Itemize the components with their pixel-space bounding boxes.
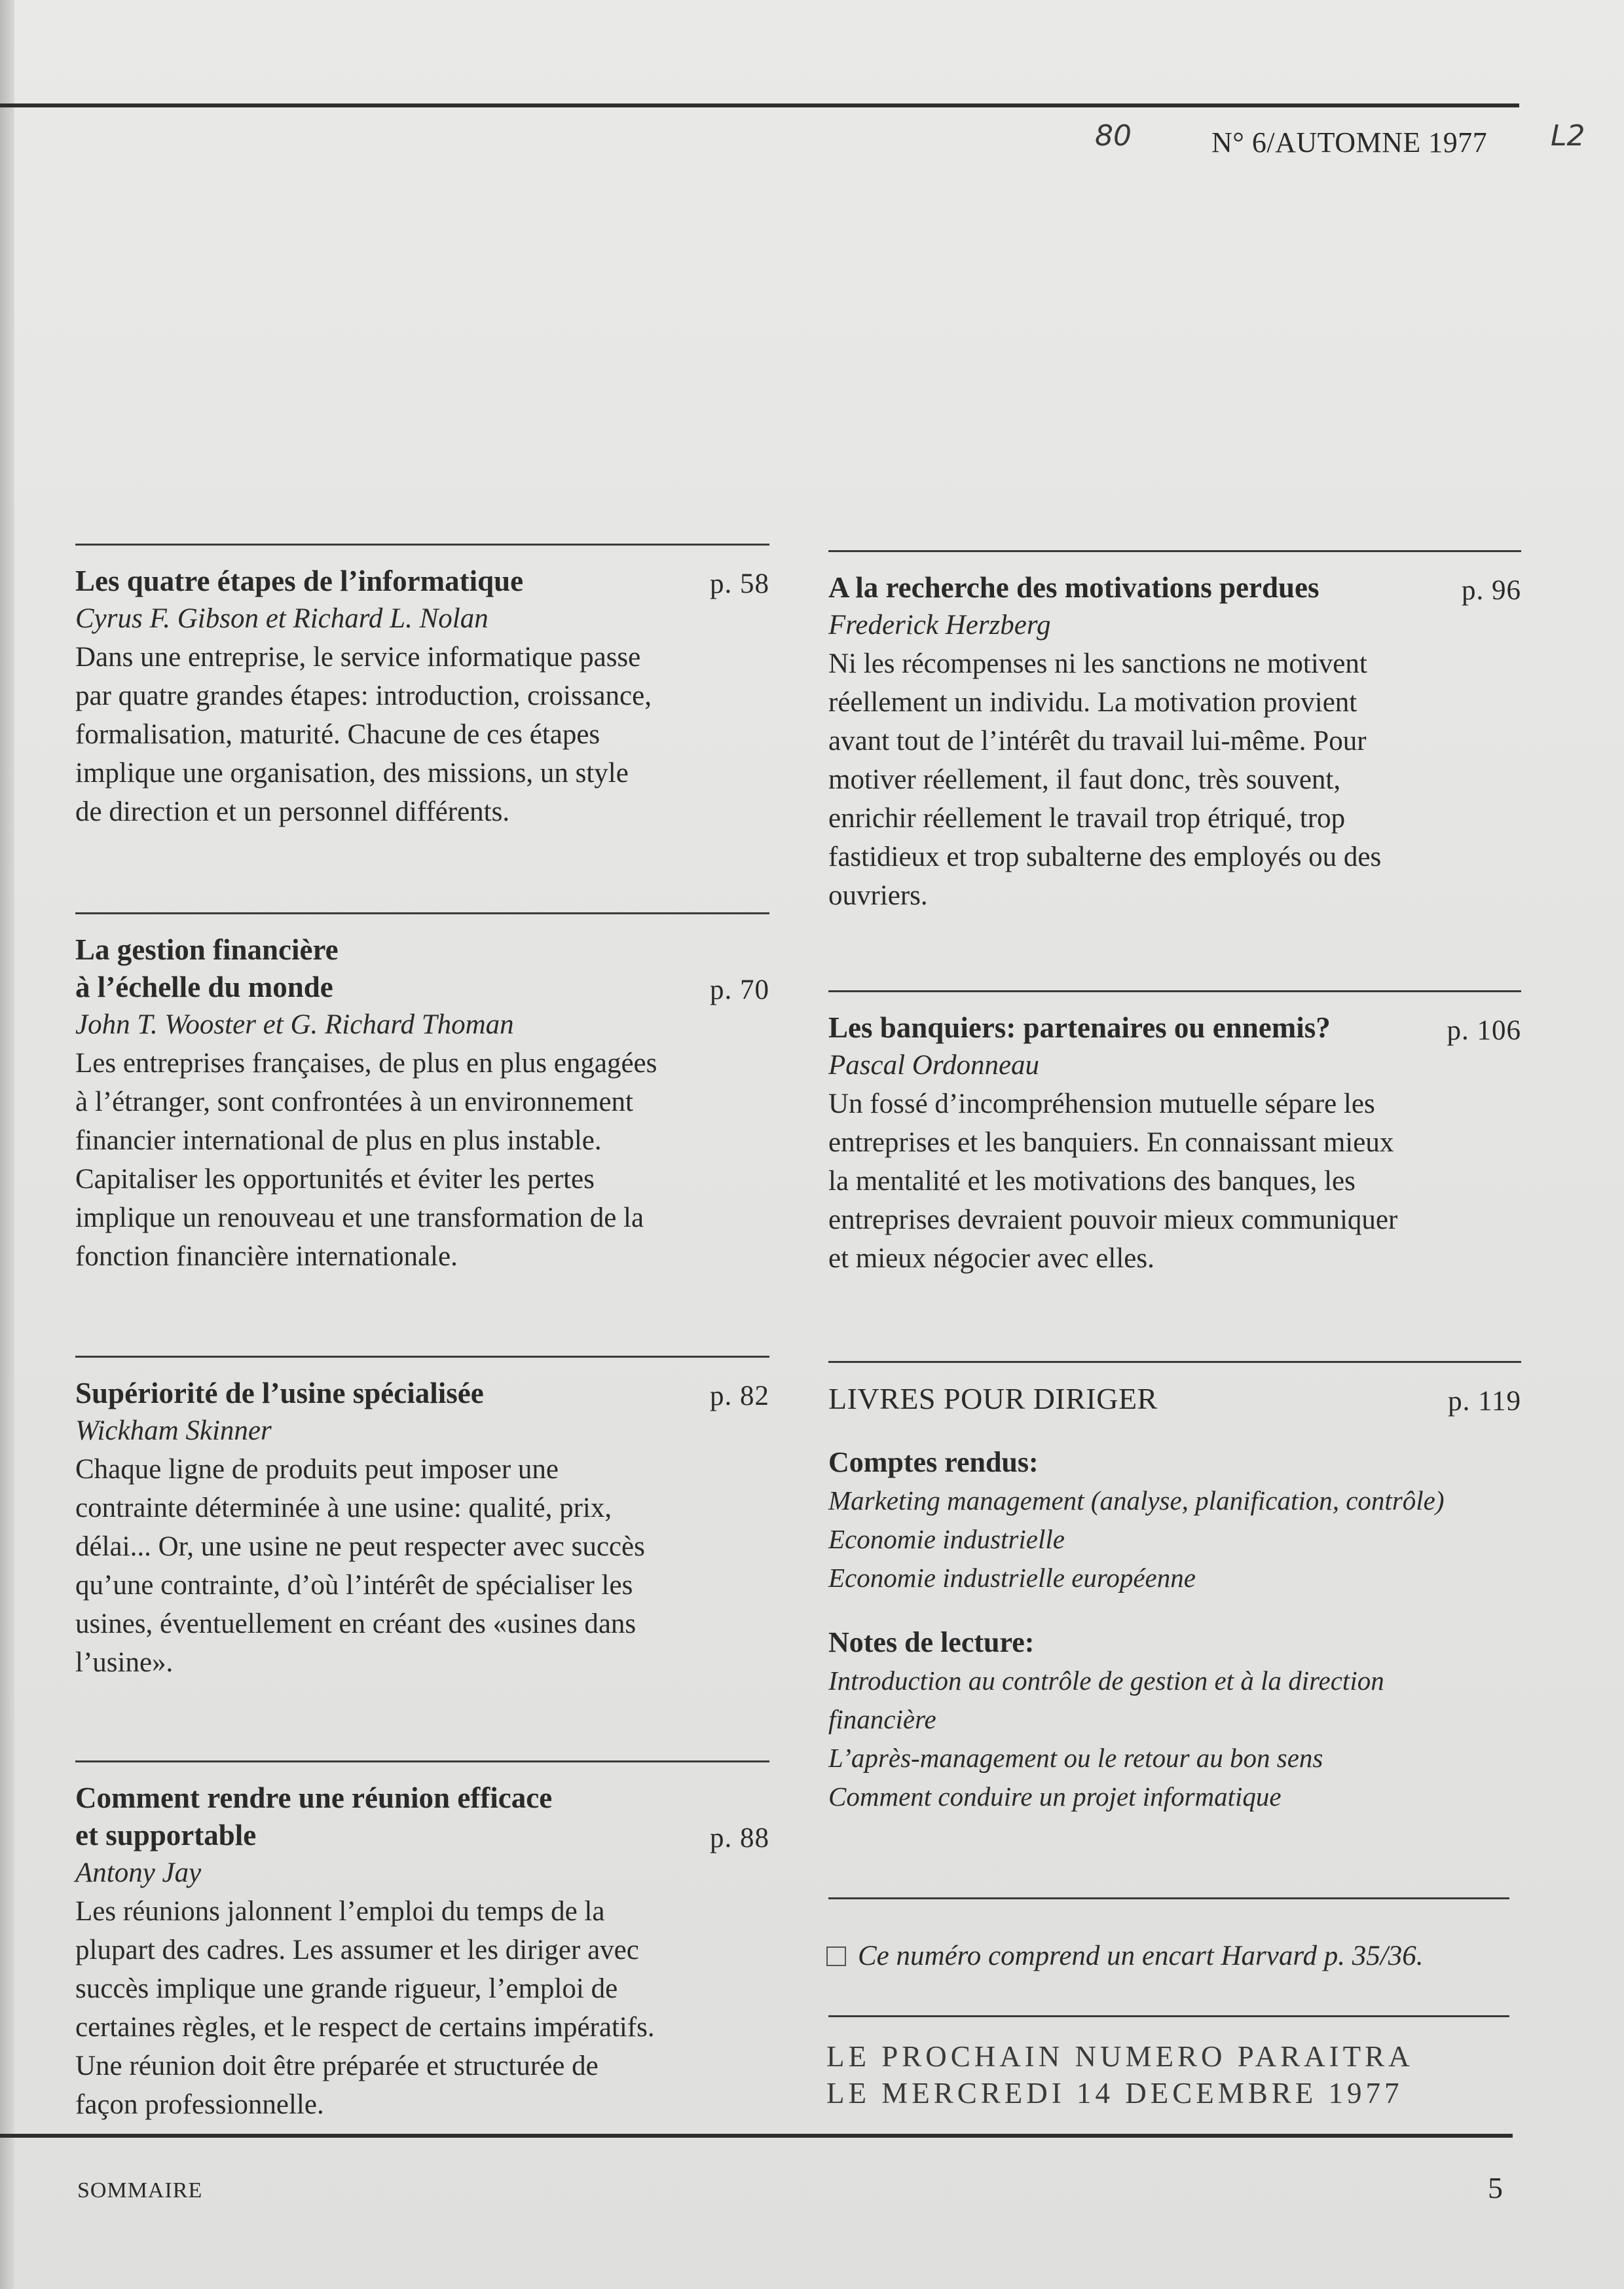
book-title[interactable]: Comment conduire un projet informatique <box>828 1781 1282 1812</box>
article-title-line: à l’échelle du monde <box>75 971 333 1003</box>
description-line: qu’une contrainte, d’où l’intérêt de spécialiser les <box>75 1570 633 1601</box>
description-line: fonction financière internationale. <box>75 1241 458 1272</box>
article-title-row <box>75 1779 769 1854</box>
article-title-line: Les banquiers: partenaires ou ennemis? <box>828 1011 1331 1044</box>
article-description <box>75 1044 769 1276</box>
book-title[interactable]: Economie industrielle <box>828 1524 1065 1554</box>
description-line: Un fossé d’incompréhension mutuelle sépare les <box>828 1089 1375 1119</box>
article-title-line: A la recherche des motivations perdues <box>828 571 1320 604</box>
page-reference[interactable]: p. 96 <box>1462 575 1521 606</box>
description-line: façon professionnelle. <box>75 2089 324 2120</box>
article-title-row <box>75 931 769 1006</box>
section-rule <box>75 544 769 546</box>
page-reference[interactable]: p. 119 <box>1448 1386 1521 1417</box>
description-line: et mieux négocier avec elles. <box>828 1243 1154 1274</box>
description-line: de direction et un personnel différents. <box>75 796 510 827</box>
article-entry <box>75 544 769 831</box>
description-line: succès implique une grande rigueur, l’emploi de <box>75 1973 618 2004</box>
description-line: entreprises et les banquiers. En connaissant mieux <box>828 1127 1394 1158</box>
article-description <box>828 1085 1521 1278</box>
article-title[interactable] <box>828 1009 1423 1047</box>
section-rule <box>75 1356 769 1358</box>
article-title-row <box>828 569 1521 606</box>
description-line: Capitaliser les opportunités et éviter les pertes <box>75 1164 595 1195</box>
description-line: fastidieux et trop subalterne des employés ou des <box>828 842 1382 872</box>
description-line: implique un renouveau et une transformation de la <box>75 1202 644 1233</box>
section-rule <box>828 990 1521 992</box>
description-line: contrainte déterminée à une usine: qualité, prix, <box>75 1493 612 1523</box>
description-line: la mentalité et les motivations des banques, les <box>828 1166 1356 1197</box>
section-rule <box>828 550 1521 552</box>
description-line: financier international de plus en plus instable. <box>75 1125 602 1156</box>
book-title[interactable]: Marketing management (analyse, planification, contrôle) <box>828 1485 1445 1516</box>
comptes-rendus-heading: Comptes rendus: <box>828 1446 1039 1478</box>
description-line: délai... Or, une usine ne peut respecter avec succès <box>75 1531 645 1562</box>
article-authors: Wickham Skinner <box>75 1415 272 1446</box>
article-title-row <box>75 563 769 600</box>
comptes-rendus-list <box>828 1481 1521 1597</box>
article-title-line: La gestion financière <box>75 933 339 966</box>
footer-section-label: SOMMAIRE <box>77 2178 203 2203</box>
checkbox-icon <box>826 1946 846 1966</box>
livres-title[interactable]: LIVRES POUR DIRIGER <box>828 1382 1158 1415</box>
description-line: réellement un individu. La motivation provient <box>828 687 1357 718</box>
book-title[interactable]: L’après-management ou le retour au bon sens <box>828 1743 1323 1773</box>
livres-title-row <box>828 1380 1521 1417</box>
article-entry <box>828 550 1521 915</box>
page-reference[interactable]: p. 106 <box>1447 1015 1521 1046</box>
description-line: à l’étranger, sont confrontées à un environnement <box>75 1087 633 1117</box>
book-title[interactable]: financière <box>828 1704 936 1734</box>
article-title-line: Les quatre étapes de l’informatique <box>75 565 524 597</box>
section-rule <box>828 1897 1509 1899</box>
description-line: ouvriers. <box>828 880 928 911</box>
next-issue-notice <box>826 2038 1414 2112</box>
top-rule <box>0 103 1519 107</box>
handwritten-note-right: L2 <box>1551 119 1585 153</box>
article-description <box>75 1892 769 2124</box>
article-title-row <box>75 1375 769 1412</box>
article-title[interactable] <box>75 931 671 1006</box>
page-reference[interactable]: p. 82 <box>710 1381 769 1411</box>
book-title[interactable]: Economie industrielle européenne <box>828 1563 1196 1593</box>
article-title[interactable] <box>75 1779 671 1854</box>
description-line: entreprises devraient pouvoir mieux communiquer <box>828 1204 1398 1235</box>
description-line: motiver réellement, il faut donc, très souvent, <box>828 764 1341 795</box>
section-rule <box>828 2015 1509 2017</box>
next-issue-line: LE MERCREDI 14 DECEMBRE 1977 <box>826 2077 1403 2110</box>
description-line: formalisation, maturité. Chacune de ces étapes <box>75 719 600 750</box>
article-authors: Frederick Herzberg <box>828 610 1051 641</box>
article-title-row <box>828 1009 1521 1047</box>
article-title[interactable] <box>75 563 671 600</box>
book-title[interactable]: Introduction au contrôle de gestion et à la direction <box>828 1666 1384 1696</box>
description-line: Dans une entreprise, le service informatique passe <box>75 642 641 673</box>
article-entry <box>75 1760 769 2124</box>
encart-text: Ce numéro comprend un encart Harvard p. 35/36. <box>858 1941 1424 1971</box>
description-line: Les entreprises françaises, de plus en plus engagées <box>75 1048 657 1079</box>
description-line: l’usine». <box>75 1647 174 1678</box>
article-authors: Antony Jay <box>75 1857 202 1888</box>
description-line: par quatre grandes étapes: introduction, croissance, <box>75 680 652 711</box>
article-title[interactable] <box>75 1375 671 1412</box>
description-line: Ni les récompenses ni les sanctions ne motivent <box>828 648 1367 679</box>
page-number: 5 <box>1488 2171 1503 2205</box>
notes-de-lecture-list <box>828 1662 1521 1816</box>
description-line: implique une organisation, des missions, un style <box>75 758 629 789</box>
encart-note <box>826 1940 1423 1972</box>
article-title-line: Supériorité de l’usine spécialisée <box>75 1377 484 1409</box>
next-issue-line: LE PROCHAIN NUMERO PARAITRA <box>826 2040 1414 2073</box>
notes-de-lecture-heading: Notes de lecture: <box>828 1626 1035 1658</box>
description-line: certaines règles, et le respect de certains impératifs. <box>75 2012 655 2043</box>
description-line: enrichir réellement le travail trop étriqué, trop <box>828 803 1346 834</box>
description-line: plupart des cadres. Les assumer et les diriger avec <box>75 1935 639 1965</box>
article-authors: John T. Wooster et G. Richard Thoman <box>75 1009 514 1040</box>
article-title[interactable] <box>828 569 1423 606</box>
description-line: usines, éventuellement en créant des «usines dans <box>75 1609 637 1639</box>
section-rule <box>75 1760 769 1762</box>
article-entry <box>75 912 769 1276</box>
description-line: Les réunions jalonnent l’emploi du temps de la <box>75 1896 605 1927</box>
page-reference[interactable]: p. 70 <box>710 975 769 1005</box>
article-description <box>75 638 769 831</box>
article-description <box>828 644 1521 915</box>
page-reference[interactable]: p. 88 <box>710 1823 769 1853</box>
article-description <box>75 1450 769 1682</box>
article-title-line: Comment rendre une réunion efficace <box>75 1781 553 1814</box>
section-rule <box>828 1361 1521 1363</box>
article-title-line: et supportable <box>75 1819 257 1852</box>
article-authors: Pascal Ordonneau <box>828 1050 1040 1081</box>
article-entry <box>828 990 1521 1278</box>
issue-label: N° 6/AUTOMNE 1977 <box>1211 126 1488 158</box>
article-authors: Cyrus F. Gibson et Richard L. Nolan <box>75 603 489 634</box>
livres-section <box>828 1361 1521 1816</box>
page-reference[interactable]: p. 58 <box>710 568 769 599</box>
page-edge-shadow <box>0 0 14 2289</box>
handwritten-note-left: 80 <box>1095 119 1132 153</box>
description-line: Une réunion doit être préparée et structurée de <box>75 2051 599 2081</box>
section-rule <box>75 912 769 914</box>
article-entry <box>75 1356 769 1682</box>
bottom-rule <box>0 2134 1513 2138</box>
description-line: avant tout de l’intérêt du travail lui-même. Pour <box>828 726 1367 756</box>
description-line: Chaque ligne de produits peut imposer une <box>75 1454 559 1485</box>
